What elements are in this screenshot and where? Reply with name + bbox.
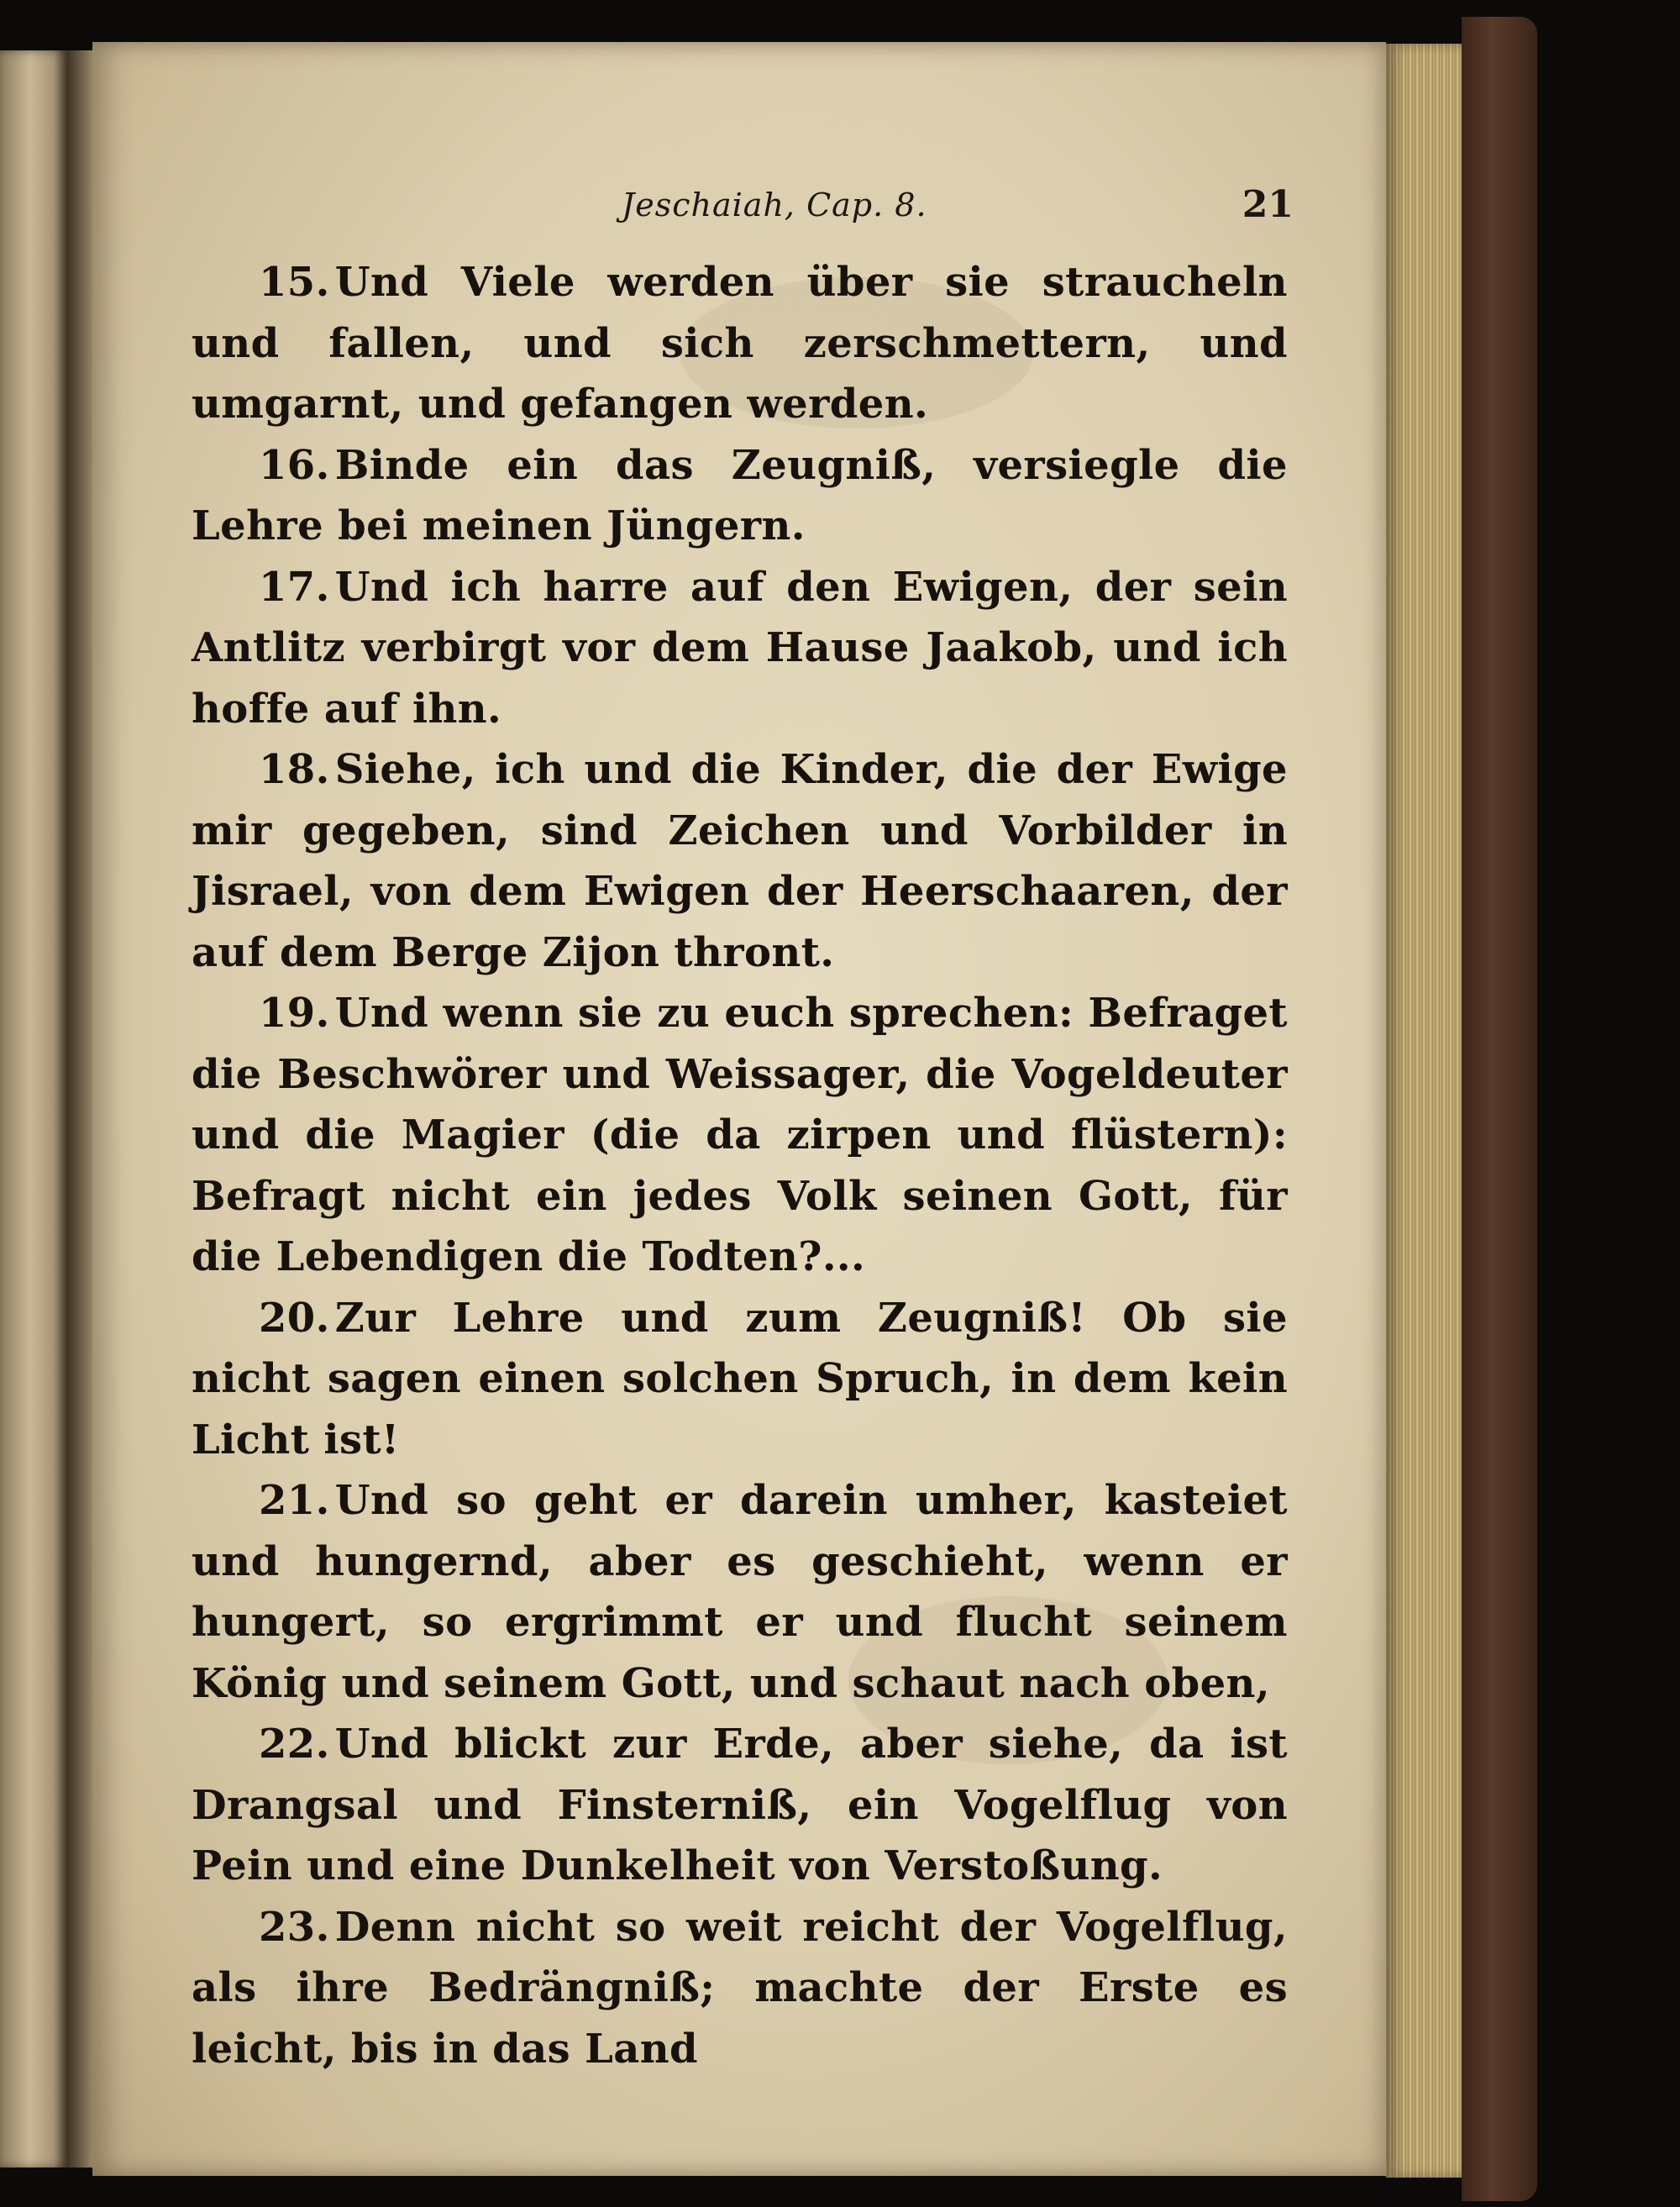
verse <box>192 557 1288 740</box>
verse-number: 22. <box>259 1721 330 1768</box>
verse-text: Und ich harre auf den Ewigen, der sein Antlitz verbirgt vor dem Hause Jaakob, und ich hoffe auf ihn. <box>192 563 1288 733</box>
verse-number: 21. <box>259 1477 330 1524</box>
verse <box>192 1897 1288 2080</box>
verse-number: 20. <box>259 1294 330 1342</box>
verse <box>192 1288 1288 1471</box>
page-number: 21 <box>1242 183 1294 226</box>
page-body <box>192 252 1288 2079</box>
verse-number: 16. <box>259 441 330 489</box>
previous-page-edge <box>0 50 67 2168</box>
verse <box>192 739 1288 983</box>
verse-number: 23. <box>259 1903 330 1951</box>
verse <box>192 983 1288 1288</box>
verse-number: 19. <box>259 990 330 1037</box>
page-header <box>193 183 1294 237</box>
page-edges <box>1386 44 1462 2178</box>
verse-text: Binde ein das Zeugniß, versiegle die Lehre bei meinen Jüngern. <box>192 441 1288 549</box>
verse-text: Siehe, ich und die Kinder, die der Ewige mir gegeben, sind Zeichen und Vorbilder in Jisrael, von dem Ewigen der Heerschaaren, der auf dem Berge Zijon thront. <box>192 746 1288 976</box>
verse-text: Zur Lehre und zum Zeugniß! Ob sie nicht sagen einen solchen Spruch, in dem kein Licht ist! <box>192 1294 1288 1463</box>
verse <box>192 1470 1288 1714</box>
verse-text: Und wenn sie zu euch sprechen: Befraget die Beschwörer und Weissager, die Vogeldeuter und die Magier (die da zirpen und flüstern): Befragt nicht ein jedes Volk seinen Gott, für die Lebendigen die Todten?... <box>192 990 1288 1280</box>
running-head: Jeschaiah, Cap. 8. <box>622 187 927 223</box>
book-cover-edge <box>1462 17 1537 2201</box>
verse-text: Und blickt zur Erde, aber siehe, da ist Drangsal und Finsterniß, ein Vogelflug von Pein und eine Dunkelheit von Verstoßung. <box>192 1721 1288 1889</box>
verse-text: Und Viele werden über sie straucheln und fallen, und sich zerschmettern, und umgarnt, und gefangen werden. <box>192 259 1288 428</box>
verse-number: 17. <box>259 563 330 611</box>
verse <box>192 435 1288 557</box>
verse <box>192 252 1288 435</box>
verse-text: Und so geht er darein umher, kasteiet und hungernd, aber es geschieht, wenn er hungert, so ergrimmt er und flucht seinem König und seinem Gott, und schaut nach oben, <box>192 1477 1288 1707</box>
verse-number: 15. <box>259 259 330 306</box>
verse-number: 18. <box>259 746 330 793</box>
verse <box>192 1714 1288 1897</box>
verse-text: Denn nicht so weit reicht der Vogelflug, als ihre Bedrängniß; machte der Erste es leicht, bis in das Land <box>192 1903 1288 2073</box>
